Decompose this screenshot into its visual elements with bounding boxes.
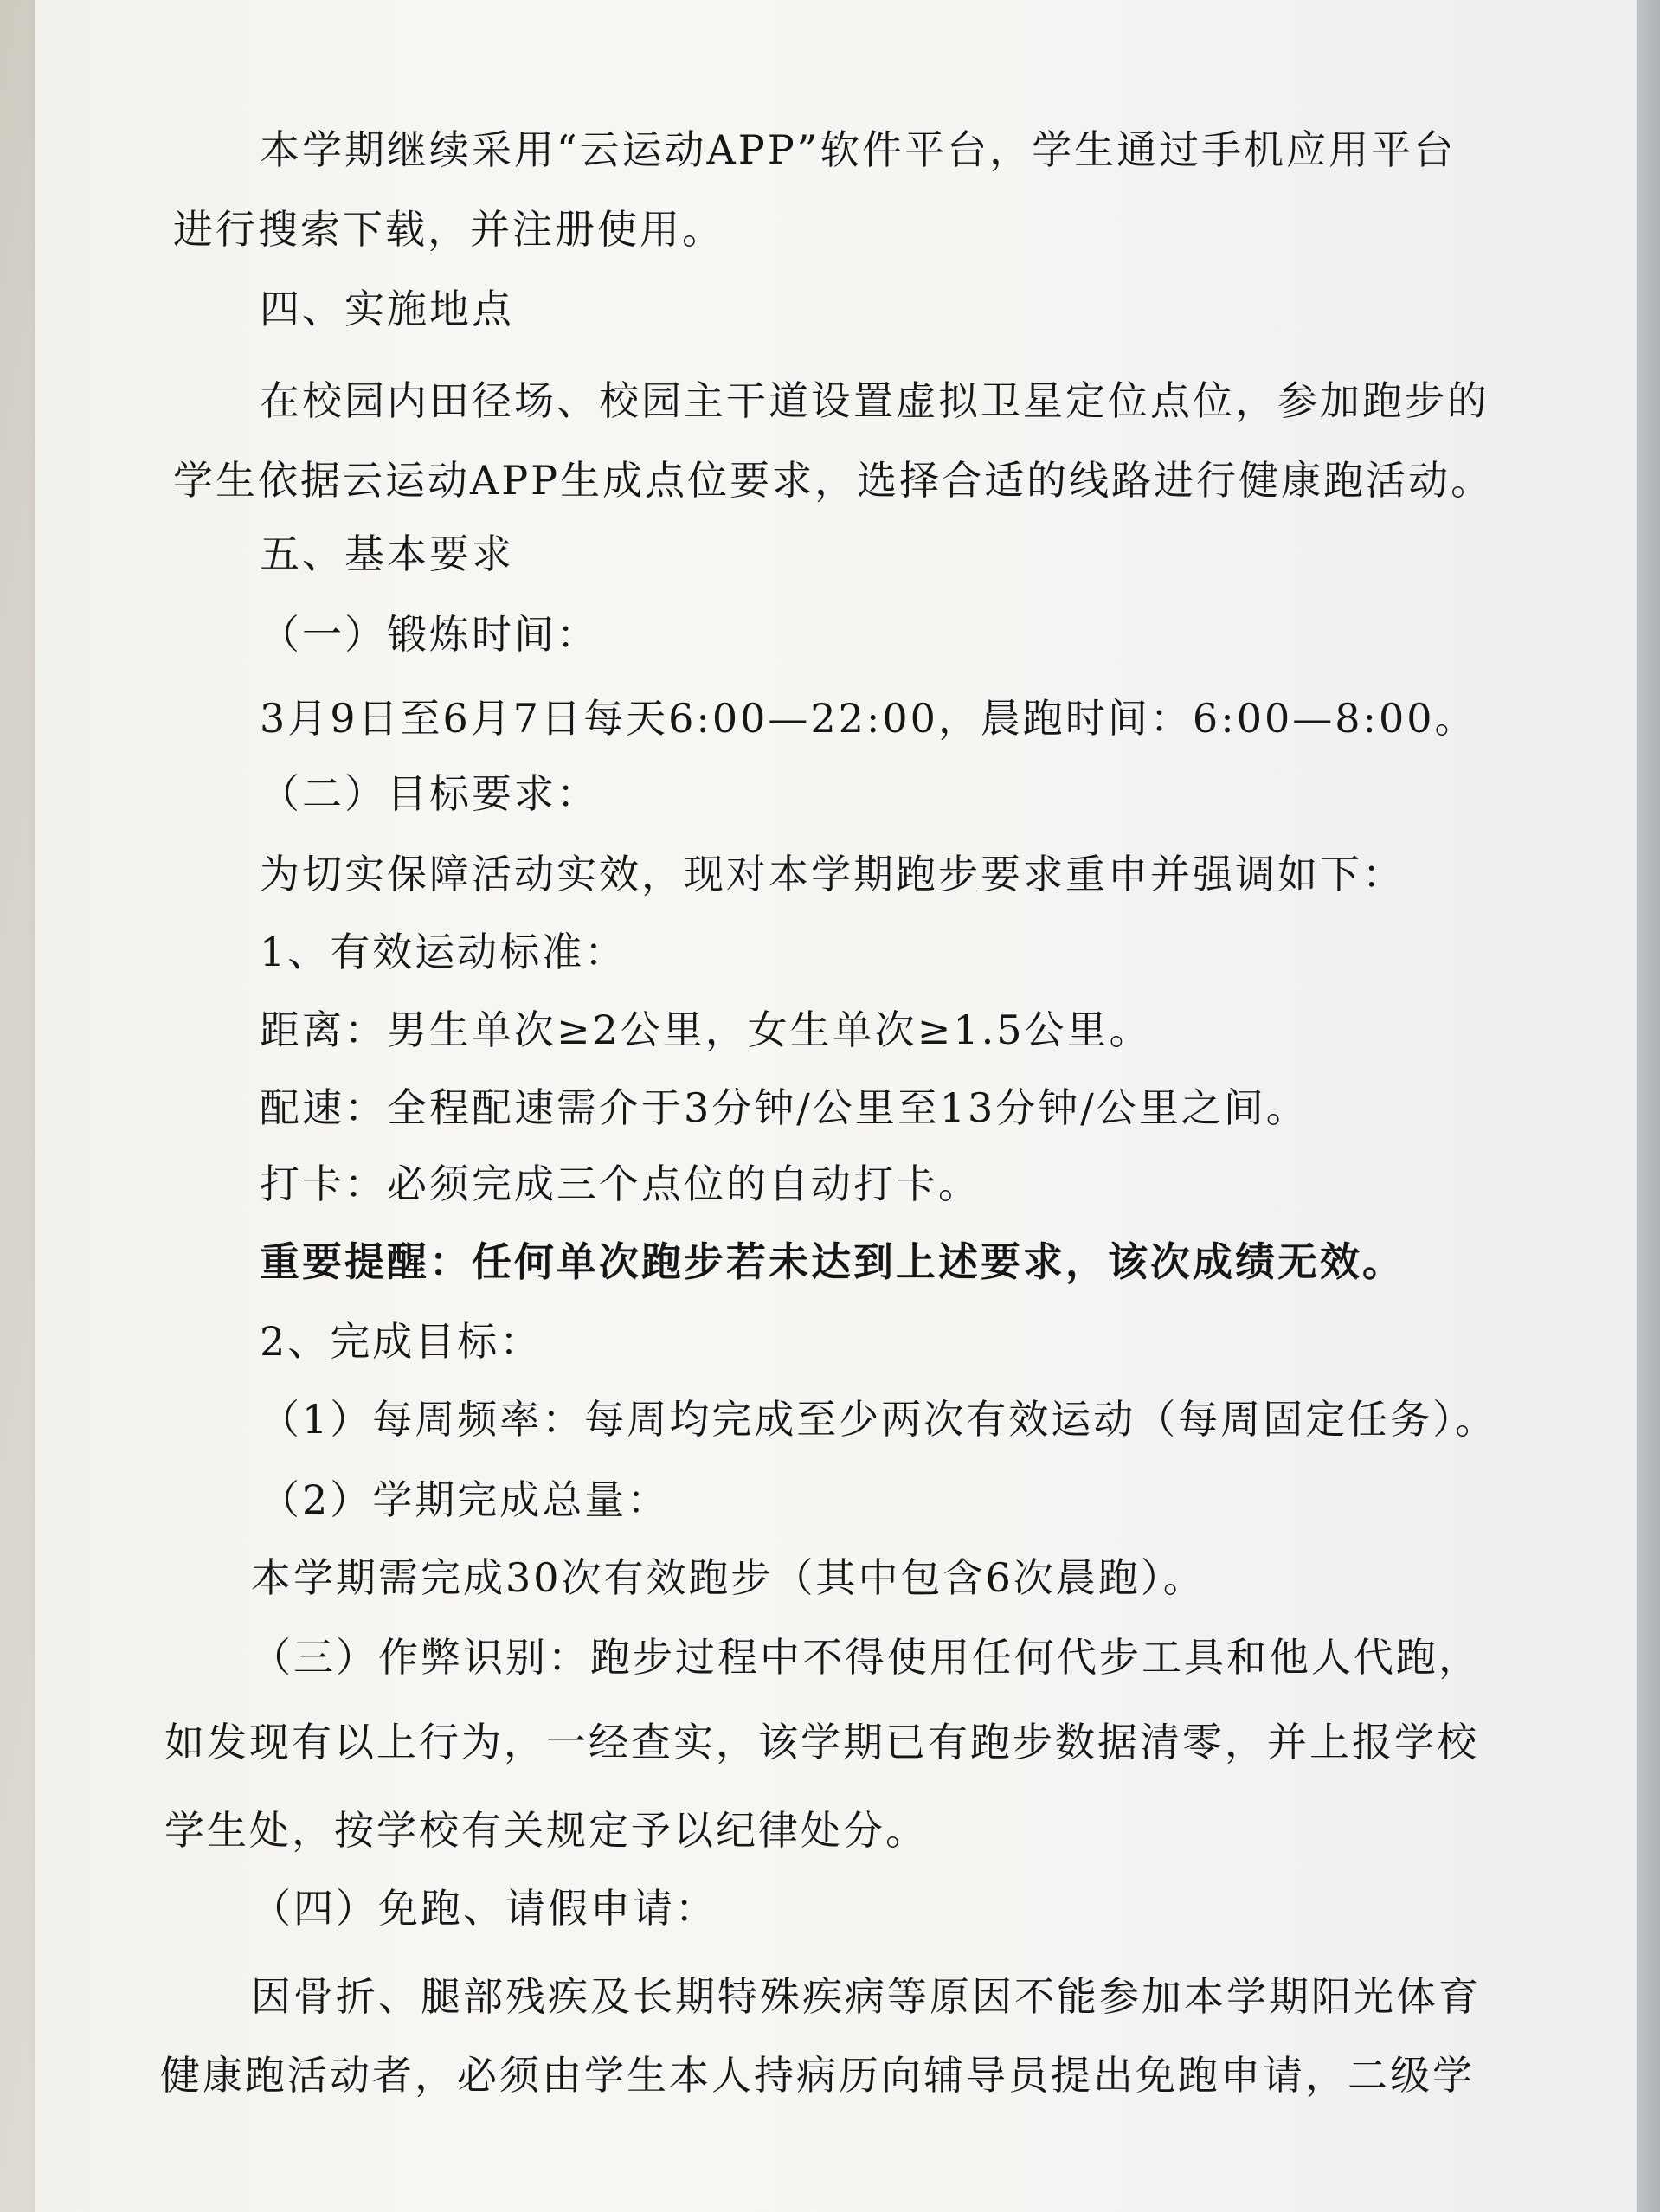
subheading-exemption: （四）免跑、请假申请： <box>251 1885 717 1932</box>
line-25: 健康跑活动者，必须由学生本人持病历向辅导员提出免跑申请，二级学 <box>160 2052 1475 2099</box>
line-5: 学生依据云运动APP生成点位要求，选择合适的线路进行健康跑活动。 <box>173 457 1494 504</box>
line-checkin: 打卡：必须完成三个点位的自动打卡。 <box>260 1161 981 1207</box>
line-important-reminder: 重要提醒：任何单次跑步若未达到上述要求，该次成绩无效。 <box>260 1238 1405 1285</box>
subheading-completion-target: 2、完成目标： <box>260 1318 543 1365</box>
line-4: 在校园内田径场、校园主干道设置虚拟卫星定位点位，参加跑步的 <box>260 377 1489 424</box>
line-exercise-time: 3月9日至6月7日每天6:00—22:00，晨跑时间：6:00—8:00。 <box>260 695 1477 742</box>
line-24: 因骨折、腿部残疾及长期特殊疾病等原因不能参加本学期阳光体育 <box>251 1973 1481 2020</box>
line-21: 如发现有以上行为，一经查实，该学期已有跑步数据清零，并上报学校 <box>164 1719 1479 1765</box>
line-distance: 距离：男生单次≥2公里，女生单次≥1.5公里。 <box>260 1006 1152 1053</box>
line-22: 学生处，按学校有关规定予以纪律处分。 <box>164 1807 928 1854</box>
line-semester-total-heading: （2）学期完成总量： <box>260 1476 670 1523</box>
line-pace: 配速：全程配速需介于3分钟/公里至13分钟/公里之间。 <box>260 1084 1309 1131</box>
line-semester-total: 本学期需完成30次有效跑步（其中包含6次晨跑）。 <box>251 1554 1206 1601</box>
line-1: 本学期继续采用“云运动APP”软件平台，学生通过手机应用平台 <box>260 126 1457 173</box>
subheading-exercise-time: （一）锻炼时间： <box>260 611 599 658</box>
heading-basic-requirements: 五、基本要求 <box>260 530 514 577</box>
subheading-cheating: （三）作弊识别：跑步过程中不得使用任何代步工具和他人代跑， <box>251 1634 1481 1681</box>
line-10: 为切实保障活动实效，现对本学期跑步要求重申并强调如下： <box>260 851 1405 897</box>
subheading-target: （二）目标要求： <box>260 770 599 817</box>
heading-implementation-location: 四、实施地点 <box>260 286 514 332</box>
subheading-valid-standard: 1、有效运动标准： <box>260 929 627 975</box>
line-weekly-frequency: （1）每周频率：每周均完成至少两次有效运动（每周固定任务）。 <box>260 1396 1498 1443</box>
line-2: 进行搜索下载，并注册使用。 <box>173 206 724 253</box>
